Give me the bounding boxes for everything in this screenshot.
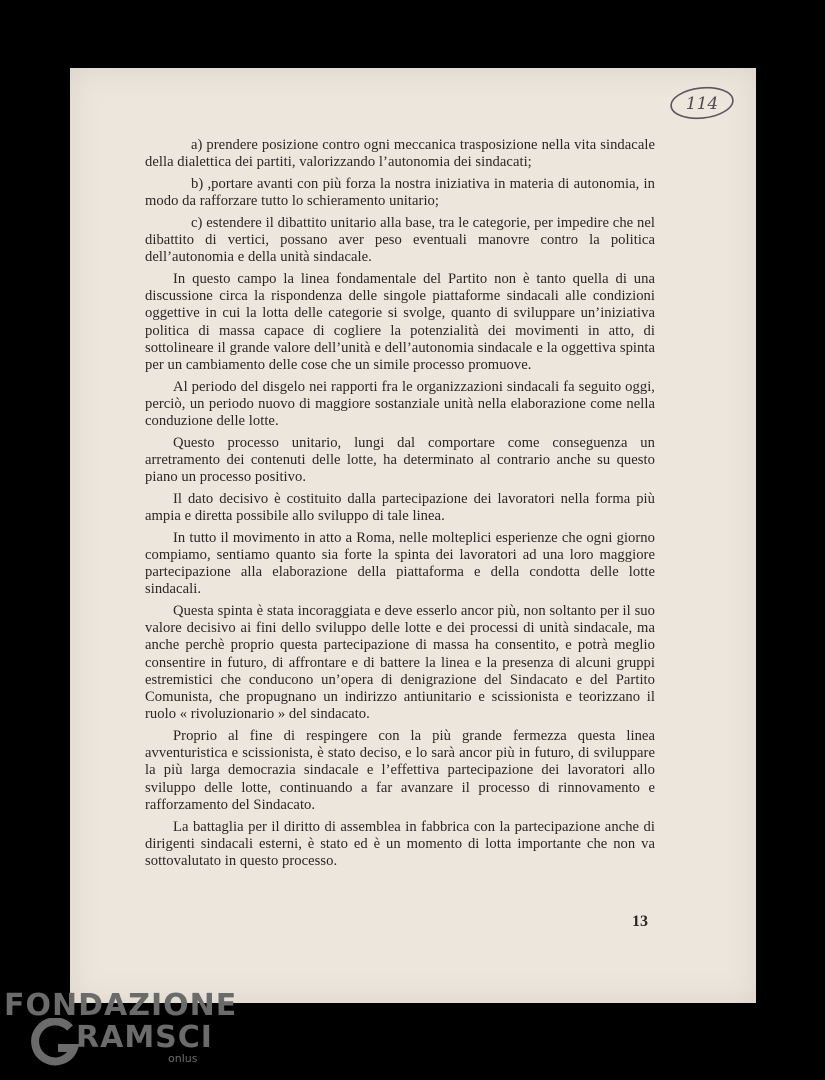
page-number: 13	[632, 913, 648, 930]
paragraph-item-a: a) prendere posizione contro ogni meccanica trasposizione nella vita sindacale della dialettica dei partiti, valorizzando l’autonomia dei sindacati;	[145, 137, 655, 171]
archive-number-annotation	[667, 83, 737, 123]
paragraph: Proprio al fine di respingere con la più grande fermezza questa linea avventuristica e scissionista, è stato deciso, e lo sarà ancor più in futuro, di sviluppare la più larga democrazia sindacale e l’effettiva partecipazione dei lavoratori allo sviluppo delle lotte, continuando a far avanzare il processo di rinnovamento e rafforzamento del Sindacato.	[145, 728, 655, 813]
fondazione-gramsci-watermark	[0, 988, 238, 1080]
watermark-line2: RAMSCI	[76, 1020, 213, 1055]
paragraph: In questo campo la linea fondamentale del Partito non è tanto quella di una discussione circa la rispondenza delle singole piattaforme sindacali alle condizioni oggettive in cui la lotta delle categorie si svolge, quanto di sviluppare un’iniziativa politica di massa capace di cogliere la potenzialità dei movimenti in atto, di sottolineare il grande valore dell’unità e dell’autonomia sindacale e la oggettiva spinta per un cambiamento delle cose che un simile processo promuove.	[145, 270, 655, 373]
paragraph: Il dato decisivo è costituito dalla partecipazione dei lavoratori nella forma più ampia e diretta possibile allo sviluppo di tale linea.	[145, 490, 655, 525]
archive-number-text: 114	[685, 94, 719, 114]
watermark-line3: onlus	[168, 1052, 198, 1065]
document-body	[145, 137, 655, 875]
paragraph: La battaglia per il diritto di assemblea in fabbrica con la partecipazione anche di dirigenti sindacali esterni, è stato ed è un momento di lotta importante che non va sottovalutato in questo processo.	[145, 818, 655, 869]
paragraph-item-c: c) estendere il dibattito unitario alla base, tra le categorie, per impedire che nel dibattito di vertici, possano aver peso eventuali manovre contro la politica dell’autonomia e della unità sindacale.	[145, 214, 655, 266]
watermark-line1: FONDAZIONE	[4, 988, 238, 1023]
paragraph: In tutto il movimento in atto a Roma, nelle molteplici esperienze che ogni giorno compiamo, sentiamo quanto sia forte la spinta dei lavoratori ad una loro maggiore partecipazione alla elaborazione della piattaforma e della condotta delle lotte sindacali.	[145, 529, 655, 598]
gramsci-g-icon	[30, 1018, 82, 1070]
paragraph: Questo processo unitario, lungi dal comportare come conseguenza un arretramento dei contenuti delle lotte, ha determinato al contrario anche su questo piano un processo positivo.	[145, 434, 655, 486]
paragraph-item-b: b) ,portare avanti con più forza la nostra iniziativa in materia di autonomia, in modo da rafforzare tutto lo schieramento unitario;	[145, 175, 655, 210]
paragraph: Al periodo del disgelo nei rapporti fra le organizzazioni sindacali fa seguito oggi, perciò, un periodo nuovo di maggiore sostanziale unità nella elaborazione come nella conduzione delle lotte.	[145, 378, 655, 430]
paragraph: Questa spinta è stata incoraggiata e deve esserlo ancor più, non soltanto per il suo valore decisivo ai fini dello sviluppo delle lotte e dei processi di unità sindacale, ma anche perchè proprio questa partecipazione di massa ha consentito, e potrà meglio consentire in futuro, di affrontare e di battere la linea e la presenza di alcuni gruppi estremistici che conducono un’opera di denigrazione del Sindacato e del Partito Comunista, che propugnano un indirizzo antiunitario e scissionista e teorizzano il ruolo « rivoluzionario » del sindacato.	[145, 603, 655, 723]
